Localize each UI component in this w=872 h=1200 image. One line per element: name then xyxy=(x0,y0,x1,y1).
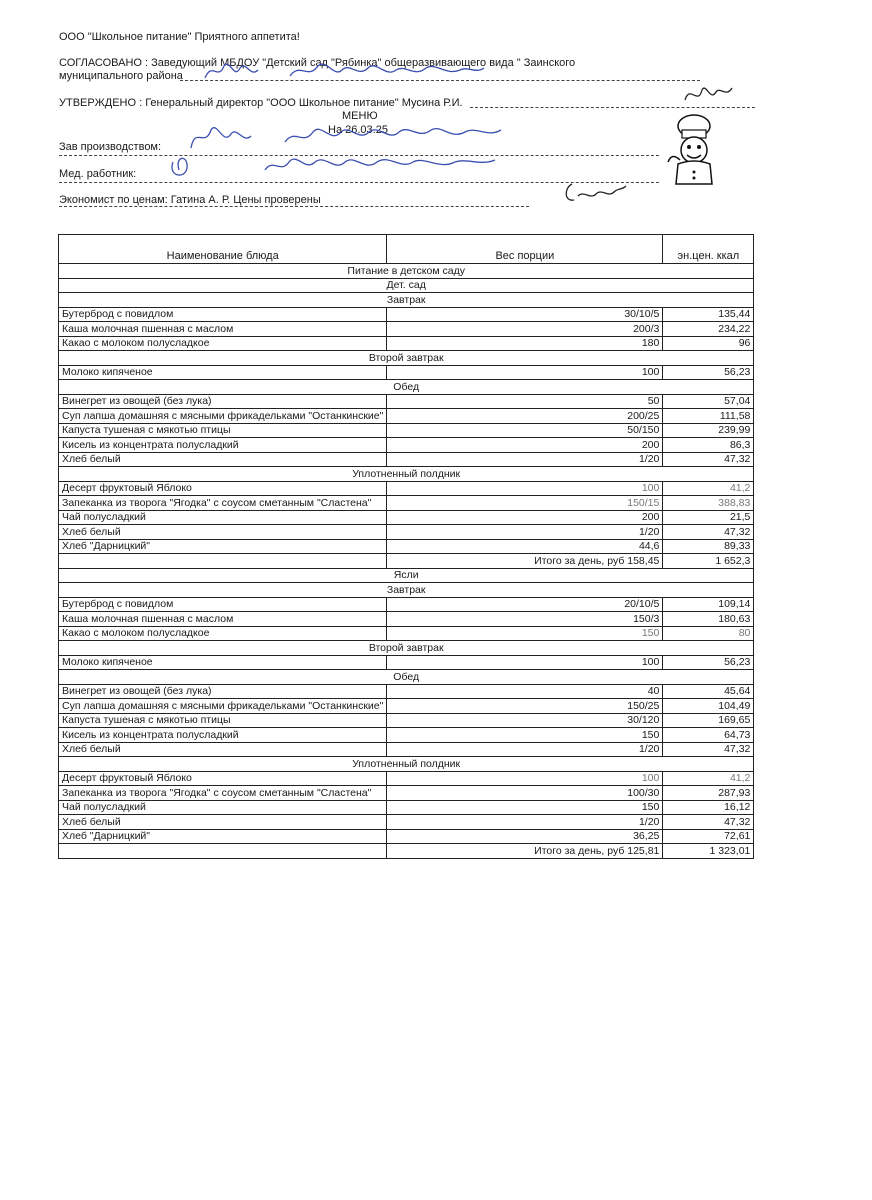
section-row xyxy=(59,568,754,583)
total-spacer xyxy=(59,554,387,569)
total-spacer xyxy=(59,844,387,859)
table-row xyxy=(59,336,754,351)
kcal-value: 45,64 xyxy=(663,684,754,699)
portion-weight: 1/20 xyxy=(387,742,663,757)
dish-name: Десерт фруктовый Яблоко xyxy=(59,481,387,496)
menu-date: На 26.03.25 xyxy=(328,124,388,136)
kcal-value: 56,23 xyxy=(663,365,754,380)
portion-weight: 44,6 xyxy=(387,539,663,554)
kcal-value: 47,32 xyxy=(663,742,754,757)
portion-weight: 150 xyxy=(387,728,663,743)
table-row xyxy=(59,496,754,511)
table-row xyxy=(59,626,754,641)
table-row xyxy=(59,438,754,453)
portion-weight: 36,25 xyxy=(387,829,663,844)
section-title: Обед xyxy=(59,670,754,685)
dish-name: Хлеб "Дарницкий" xyxy=(59,829,387,844)
kcal-value: 56,23 xyxy=(663,655,754,670)
kcal-value: 47,32 xyxy=(663,452,754,467)
dish-name: Десерт фруктовый Яблоко xyxy=(59,771,387,786)
section-row xyxy=(59,264,754,279)
total-kcal: 1 323,01 xyxy=(663,844,754,859)
section-title: Завтрак xyxy=(59,293,754,308)
section-title: Дет. сад xyxy=(59,278,754,293)
economist-line: Экономист по ценам: Гатина А. Р. Цены проверены xyxy=(59,194,321,206)
portion-weight: 150/15 xyxy=(387,496,663,511)
kcal-value: 72,61 xyxy=(663,829,754,844)
portion-weight: 100/30 xyxy=(387,786,663,801)
table-row xyxy=(59,394,754,409)
kcal-value: 57,04 xyxy=(663,394,754,409)
header-dish-name: Наименование блюда xyxy=(59,235,387,264)
economist-signature xyxy=(560,180,630,206)
kcal-value: 180,63 xyxy=(663,612,754,627)
dish-name: Хлеб "Дарницкий" xyxy=(59,539,387,554)
total-kcal: 1 652,3 xyxy=(663,554,754,569)
dish-name: Суп лапша домашняя с мясными фрикадельками "Останкинские" xyxy=(59,409,387,424)
portion-weight: 100 xyxy=(387,481,663,496)
portion-weight: 50/150 xyxy=(387,423,663,438)
dish-name: Какао с молоком полусладкое xyxy=(59,626,387,641)
dish-name: Винегрет из овощей (без лука) xyxy=(59,394,387,409)
dish-name: Молоко кипяченое xyxy=(59,365,387,380)
dish-name: Винегрет из овощей (без лука) xyxy=(59,684,387,699)
dish-name: Какао с молоком полусладкое xyxy=(59,336,387,351)
portion-weight: 1/20 xyxy=(387,525,663,540)
kcal-value: 169,65 xyxy=(663,713,754,728)
dish-name: Капуста тушеная с мякотью птицы xyxy=(59,423,387,438)
table-row xyxy=(59,713,754,728)
economist-line-rule xyxy=(59,206,529,207)
kcal-value: 41,2 xyxy=(663,481,754,496)
table-row xyxy=(59,365,754,380)
portion-weight: 150/25 xyxy=(387,699,663,714)
portion-weight: 200/3 xyxy=(387,322,663,337)
kcal-value: 234,22 xyxy=(663,322,754,337)
portion-weight: 50 xyxy=(387,394,663,409)
section-title: Второй завтрак xyxy=(59,641,754,656)
section-row xyxy=(59,670,754,685)
portion-weight: 100 xyxy=(387,771,663,786)
portion-weight: 1/20 xyxy=(387,452,663,467)
dish-name: Хлеб белый xyxy=(59,815,387,830)
portion-weight: 200 xyxy=(387,438,663,453)
dish-name: Каша молочная пшенная с маслом xyxy=(59,612,387,627)
approved-signature xyxy=(680,80,740,110)
section-row xyxy=(59,641,754,656)
section-title: Обед xyxy=(59,380,754,395)
table-header-row xyxy=(59,235,754,264)
dish-name: Суп лапша домашняя с мясными фрикадельками "Останкинские" xyxy=(59,699,387,714)
table-row xyxy=(59,612,754,627)
table-row xyxy=(59,742,754,757)
menu-table xyxy=(58,234,754,859)
dish-name: Запеканка из творога "Ягодка" с соусом сметанным "Сластена" xyxy=(59,786,387,801)
portion-weight: 40 xyxy=(387,684,663,699)
approved-line: УТВЕРЖДЕНО : Генеральный директор "ООО Школьное питание" Мусина Р.И. xyxy=(59,97,463,109)
kcal-value: 89,33 xyxy=(663,539,754,554)
portion-weight: 150/3 xyxy=(387,612,663,627)
dish-name: Каша молочная пшенная с маслом xyxy=(59,322,387,337)
dish-name: Хлеб белый xyxy=(59,742,387,757)
kcal-value: 104,49 xyxy=(663,699,754,714)
dish-name: Молоко кипяченое xyxy=(59,655,387,670)
table-row xyxy=(59,771,754,786)
kcal-value: 21,5 xyxy=(663,510,754,525)
portion-weight: 150 xyxy=(387,800,663,815)
agreed-signature xyxy=(200,56,500,86)
table-row xyxy=(59,597,754,612)
menu-title: МЕНЮ xyxy=(342,110,378,122)
dish-name: Кисель из концентрата полусладкий xyxy=(59,438,387,453)
kcal-value: 80 xyxy=(663,626,754,641)
section-title: Ясли xyxy=(59,568,754,583)
table-row xyxy=(59,684,754,699)
table-row xyxy=(59,829,754,844)
kcal-value: 16,12 xyxy=(663,800,754,815)
section-row xyxy=(59,380,754,395)
kcal-value: 239,99 xyxy=(663,423,754,438)
header-portion-weight: Вес порции xyxy=(387,235,663,264)
dish-name: Хлеб белый xyxy=(59,525,387,540)
portion-weight: 30/10/5 xyxy=(387,307,663,322)
total-label: Итого за день, руб 158,45 xyxy=(387,554,663,569)
table-row xyxy=(59,510,754,525)
portion-weight: 100 xyxy=(387,365,663,380)
portion-weight: 1/20 xyxy=(387,815,663,830)
table-row xyxy=(59,699,754,714)
dish-name: Бутерброд с повидлом xyxy=(59,597,387,612)
portion-weight: 150 xyxy=(387,626,663,641)
table-row xyxy=(59,539,754,554)
dish-name: Чай полусладкий xyxy=(59,510,387,525)
portion-weight: 20/10/5 xyxy=(387,597,663,612)
dish-name: Кисель из концентрата полусладкий xyxy=(59,728,387,743)
section-row xyxy=(59,467,754,482)
dish-name: Хлеб белый xyxy=(59,452,387,467)
total-row xyxy=(59,844,754,859)
agreed-line-2: муниципального района xyxy=(59,70,183,82)
table-row xyxy=(59,322,754,337)
agreed-line-1: СОГЛАСОВАНО : Заведующий МБДОУ "Детский сад "Рябинка" общеразвивающего вида " Заинского xyxy=(59,57,576,69)
table-row xyxy=(59,815,754,830)
table-row xyxy=(59,481,754,496)
dish-name: Капуста тушеная с мякотью птицы xyxy=(59,713,387,728)
kcal-value: 111,58 xyxy=(663,409,754,424)
kcal-value: 388,83 xyxy=(663,496,754,511)
section-title: Уплотненный полдник xyxy=(59,467,754,482)
kcal-value: 287,93 xyxy=(663,786,754,801)
section-row xyxy=(59,583,754,598)
section-row xyxy=(59,293,754,308)
table-row xyxy=(59,655,754,670)
chef-mascot-icon xyxy=(664,112,724,187)
table-row xyxy=(59,800,754,815)
table-row xyxy=(59,307,754,322)
portion-weight: 180 xyxy=(387,336,663,351)
section-row xyxy=(59,757,754,772)
kcal-value: 41,2 xyxy=(663,771,754,786)
section-row xyxy=(59,278,754,293)
kcal-value: 109,14 xyxy=(663,597,754,612)
portion-weight: 200 xyxy=(387,510,663,525)
total-row xyxy=(59,554,754,569)
medic-signature xyxy=(165,148,505,184)
total-label: Итого за день, руб 125,81 xyxy=(387,844,663,859)
table-row xyxy=(59,786,754,801)
section-row xyxy=(59,351,754,366)
table-row xyxy=(59,423,754,438)
kcal-value: 64,73 xyxy=(663,728,754,743)
medic-label: Мед. работник: xyxy=(59,168,137,180)
table-row xyxy=(59,525,754,540)
section-title: Завтрак xyxy=(59,583,754,598)
portion-weight: 30/120 xyxy=(387,713,663,728)
kcal-value: 135,44 xyxy=(663,307,754,322)
table-row xyxy=(59,728,754,743)
section-title: Питание в детском саду xyxy=(59,264,754,279)
table-row xyxy=(59,409,754,424)
section-title: Второй завтрак xyxy=(59,351,754,366)
production-head-label: Зав производством: xyxy=(59,141,162,153)
portion-weight: 200/25 xyxy=(387,409,663,424)
dish-name: Чай полусладкий xyxy=(59,800,387,815)
header-kcal: эн.цен. ккал xyxy=(663,235,754,264)
dish-name: Запеканка из творога "Ягодка" с соусом сметанным "Сластена" xyxy=(59,496,387,511)
portion-weight: 100 xyxy=(387,655,663,670)
kcal-value: 96 xyxy=(663,336,754,351)
kcal-value: 86,3 xyxy=(663,438,754,453)
kcal-value: 47,32 xyxy=(663,525,754,540)
section-title: Уплотненный полдник xyxy=(59,757,754,772)
kcal-value: 47,32 xyxy=(663,815,754,830)
table-row xyxy=(59,452,754,467)
company-line: ООО "Школьное питание" Приятного аппетита! xyxy=(59,31,300,43)
dish-name: Бутерброд с повидлом xyxy=(59,307,387,322)
